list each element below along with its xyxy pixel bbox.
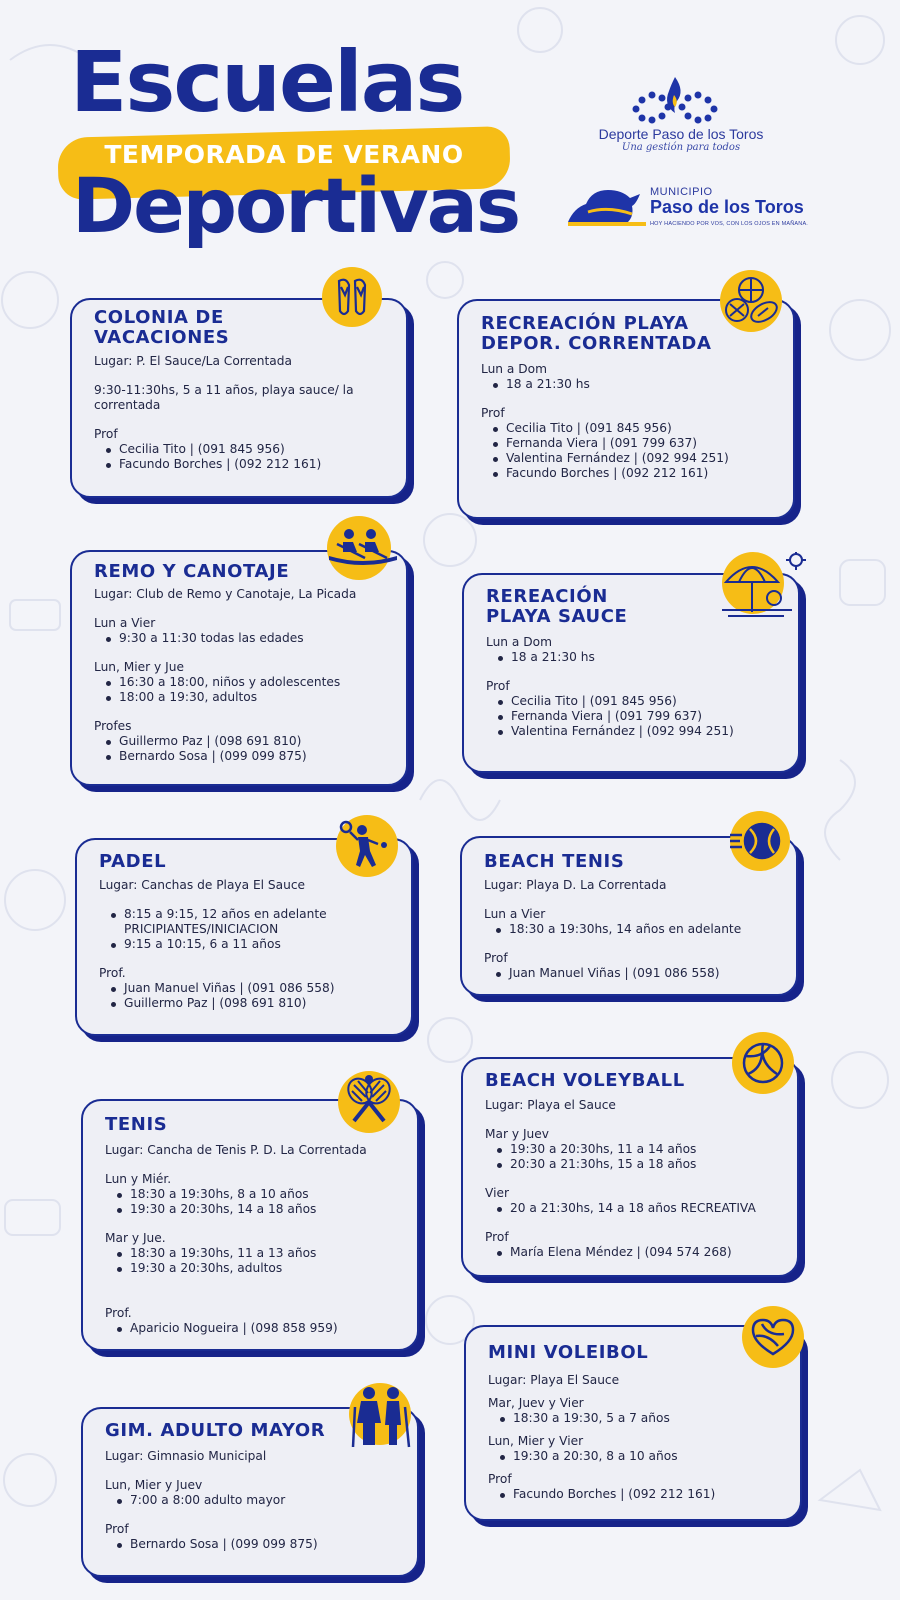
list-item: 18:30 a 19:30, 5 a 7 años — [498, 1411, 800, 1426]
municipio-name: Paso de los Toros — [650, 197, 804, 217]
list-item: 18:00 a 19:30, adultos — [104, 690, 406, 705]
location: Lugar: Playa el Sauce — [485, 1098, 616, 1112]
hours-list — [486, 650, 798, 665]
list-item: Fernanda Viera | (091 799 637) — [496, 709, 798, 724]
card-title: RECREACIÓN PLAYA — [481, 313, 689, 334]
days: Mar y Jue. — [105, 1231, 166, 1245]
prof-label: Prof — [94, 427, 118, 441]
list-item: 7:00 a 8:00 adulto mayor — [115, 1493, 417, 1508]
list-item: Guillermo Paz | (098 691 810) — [109, 996, 411, 1011]
hours-list — [99, 907, 411, 952]
list-item: 16:30 a 18:00, niños y adolescentes — [104, 675, 406, 690]
list-item: Bernardo Sosa | (099 099 875) — [104, 749, 406, 764]
prof-label: Profes — [94, 719, 132, 733]
list-item: 18:30 a 19:30hs, 11 a 13 años — [115, 1246, 417, 1261]
sports-balls-icon — [720, 270, 782, 332]
location: Lugar: Gimnasio Municipal — [105, 1449, 267, 1463]
location: Lugar: Canchas de Playa El Sauce — [99, 878, 306, 892]
municipio-label: MUNICIPIO — [650, 186, 713, 198]
prof-list — [99, 981, 411, 1011]
list-item: Bernardo Sosa | (099 099 875) — [115, 1537, 417, 1552]
schedule-info: 9:30-11:30hs, 5 a 11 años, playa sauce/ la — [94, 383, 354, 397]
list-item: Cecilia Tito | (091 845 956) — [104, 442, 406, 457]
hours-list — [481, 377, 793, 392]
prof-list — [105, 1537, 417, 1552]
hours-list — [105, 1493, 417, 1508]
rowing-icon — [327, 516, 391, 580]
deporte-logo-slogan: Una gestión para todos — [621, 142, 741, 153]
list-item: 9:15 a 10:15, 6 a 11 años — [109, 937, 411, 952]
days: Mar, Juev y Vier — [488, 1396, 584, 1410]
list-item: 18:30 a 19:30hs, 8 a 10 años — [115, 1187, 417, 1202]
prof-label: Prof — [486, 679, 510, 693]
list-item: Valentina Fernández | (092 994 251) — [496, 724, 798, 739]
beach-umbrella-icon — [722, 552, 784, 614]
list-item: 18 a 21:30 hs — [491, 377, 793, 392]
days: Lun, Mier y Jue — [94, 660, 184, 674]
list-item: Aparicio Nogueira | (098 858 959) — [115, 1321, 417, 1336]
days: Lun a Vier — [94, 616, 156, 630]
prof-label: Prof. — [99, 966, 126, 980]
hours-list — [488, 1411, 800, 1426]
location: Lugar: Club de Remo y Canotaje, La Picada — [94, 587, 357, 601]
flip-flops-icon — [322, 267, 382, 327]
card-title: PLAYA SAUCE — [486, 606, 628, 627]
card-title: REMO Y CANOTAJE — [94, 561, 290, 582]
volleyball-icon — [732, 1032, 794, 1094]
list-item: 8:15 a 9:15, 12 años en adelante — [109, 907, 411, 922]
list-item: María Elena Méndez | (094 574 268) — [495, 1245, 797, 1260]
list-item: 20:30 a 21:30hs, 15 a 18 años — [495, 1157, 797, 1172]
hours-list — [488, 1449, 800, 1464]
schedule-info: correntada — [94, 398, 161, 412]
card-remo — [70, 550, 408, 786]
location: Lugar: Playa D. La Correntada — [484, 878, 667, 892]
list-item: Juan Manuel Viñas | (091 086 558) — [494, 966, 796, 981]
prof-list — [486, 694, 798, 739]
elderly-couple-icon — [349, 1383, 411, 1445]
prof-list — [488, 1487, 800, 1502]
days: Mar y Juev — [485, 1127, 549, 1141]
location: Lugar: Playa El Sauce — [488, 1373, 620, 1387]
card-title: BEACH TENIS — [484, 851, 625, 872]
prof-list — [105, 1321, 417, 1336]
list-item: 19:30 a 20:30, 8 a 10 años — [498, 1449, 800, 1464]
prof-label: Prof — [481, 406, 505, 420]
list-item: Facundo Borches | (092 212 161) — [104, 457, 406, 472]
days: Lun, Mier y Juev — [105, 1478, 203, 1492]
card-title: BEACH VOLEYBALL — [485, 1070, 685, 1091]
card-title: COLONIA DE — [94, 307, 224, 328]
list-item: 19:30 a 20:30hs, adultos — [115, 1261, 417, 1276]
hours-list — [485, 1201, 797, 1216]
list-item: PRICIPIANTES/INICIACION — [124, 922, 279, 936]
card-title: VACACIONES — [94, 327, 230, 348]
card-title: GIM. ADULTO MAYOR — [105, 1420, 326, 1441]
prof-label: Prof. — [105, 1306, 132, 1320]
deporte-logo-name: Deporte Paso de los Toros — [598, 126, 764, 142]
list-item: Valentina Fernández | (092 994 251) — [491, 451, 793, 466]
hours-list — [105, 1246, 417, 1276]
list-item: Cecilia Tito | (091 845 956) — [491, 421, 793, 436]
days: Vier — [485, 1186, 509, 1200]
list-item: Juan Manuel Viñas | (091 086 558) — [109, 981, 411, 996]
days: Lun a Vier — [484, 907, 546, 921]
hours-list — [94, 631, 406, 646]
location: Lugar: P. El Sauce/La Correntada — [94, 354, 292, 368]
prof-label: Prof — [485, 1230, 509, 1244]
list-item: 18 a 21:30 hs — [496, 650, 798, 665]
list-item: 19:30 a 20:30hs, 11 a 14 años — [495, 1142, 797, 1157]
days: Lun y Miér. — [105, 1172, 172, 1186]
card-tenis — [81, 1099, 419, 1351]
card-title: TENIS — [105, 1114, 168, 1135]
hours-list — [94, 675, 406, 705]
padel-player-icon — [336, 815, 398, 877]
location: Lugar: Cancha de Tenis P. D. La Correntada — [105, 1143, 367, 1157]
list-item: 18:30 a 19:30hs, 14 años en adelante — [494, 922, 796, 937]
tennis-rackets-icon — [338, 1071, 400, 1133]
prof-list — [94, 734, 406, 764]
tennis-ball-icon — [730, 811, 790, 871]
prof-list — [481, 421, 793, 481]
list-item: 20 a 21:30hs, 14 a 18 años RECREATIVA — [495, 1201, 797, 1216]
days: Lun a Dom — [486, 635, 552, 649]
municipio-slogan: HOY HACIENDO POR VOS, CON LOS OJOS EN MAÑANA. — [650, 221, 809, 227]
season-banner-text: TEMPORADA DE VERANO — [104, 140, 464, 169]
title-deportivas: Deportivas — [72, 161, 520, 250]
days: Lun a Dom — [481, 362, 547, 376]
card-recreacion-correntada — [457, 299, 795, 519]
prof-list — [485, 1245, 797, 1260]
list-item: Fernanda Viera | (091 799 637) — [491, 436, 793, 451]
prof-label: Prof — [105, 1522, 129, 1536]
hours-list — [485, 1142, 797, 1172]
heart-ball-icon — [742, 1306, 804, 1368]
days: Lun, Mier y Vier — [488, 1434, 584, 1448]
prof-list — [94, 442, 406, 472]
list-item: 19:30 a 20:30hs, 14 a 18 años — [115, 1202, 417, 1217]
card-title: MINI VOLEIBOL — [488, 1342, 649, 1363]
card-title: REREACIÓN — [486, 586, 608, 607]
card-title: PADEL — [99, 851, 167, 872]
hours-list — [105, 1187, 417, 1217]
list-item: Facundo Borches | (092 212 161) — [498, 1487, 800, 1502]
list-item: 9:30 a 11:30 todas las edades — [104, 631, 406, 646]
prof-list — [484, 966, 796, 981]
prof-label: Prof — [488, 1472, 512, 1486]
card-colonia — [70, 298, 408, 498]
list-item: Facundo Borches | (092 212 161) — [491, 466, 793, 481]
list-item: Cecilia Tito | (091 845 956) — [496, 694, 798, 709]
list-item: Guillermo Paz | (098 691 810) — [104, 734, 406, 749]
hours-list — [484, 922, 796, 937]
title-escuelas: Escuelas — [70, 33, 464, 131]
prof-label: Prof — [484, 951, 508, 965]
card-title: DEPOR. CORRENTADA — [481, 333, 712, 354]
